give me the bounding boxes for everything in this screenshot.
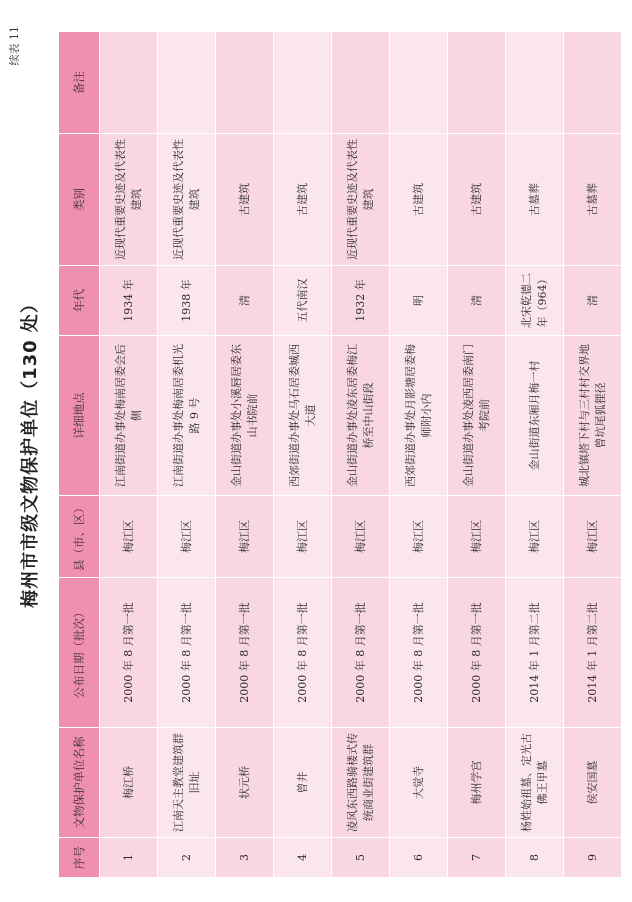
cell-category: 古建筑	[274, 134, 332, 266]
cell-seq: 8	[506, 838, 564, 878]
cell-seq: 9	[564, 838, 622, 878]
cell-category: 古建筑	[390, 134, 448, 266]
cell-date: 2000 年 8 月第一批	[100, 578, 158, 728]
cell-name: 状元桥	[216, 728, 274, 838]
header-name: 文物保护单位名称	[59, 728, 100, 838]
header-date: 公布日期（批次）	[59, 578, 100, 728]
cell-era: 1934 年	[100, 266, 158, 336]
table-row	[158, 32, 216, 878]
cell-location: 西郊街道办事处马石居委城西大道	[274, 336, 332, 496]
table-row	[216, 32, 274, 878]
cell-name: 曾井	[274, 728, 332, 838]
header-era: 年代	[59, 266, 100, 336]
cell-seq: 2	[158, 838, 216, 878]
cell-location: 金山街道办事处凌西居委南门考院前	[448, 336, 506, 496]
table-row	[390, 32, 448, 878]
cell-notes	[506, 32, 564, 134]
cell-era: 1932 年	[332, 266, 390, 336]
table-row	[100, 32, 158, 878]
table-row	[506, 32, 564, 878]
cell-notes	[332, 32, 390, 134]
table-row	[448, 32, 506, 878]
cell-name: 梅州学宫	[448, 728, 506, 838]
cell-date: 2000 年 8 月第一批	[448, 578, 506, 728]
cell-category: 近现代重要史迹及代表性建筑	[158, 134, 216, 266]
cell-era: 1938 年	[158, 266, 216, 336]
header-notes: 备注	[59, 32, 100, 134]
cell-county: 梅江区	[216, 496, 274, 578]
cell-seq: 5	[332, 838, 390, 878]
cell-notes	[158, 32, 216, 134]
cell-era: 五代南汉	[274, 266, 332, 336]
header-location: 详细地点	[59, 336, 100, 496]
page-title: 梅州市市级文物保护单位（130 处）	[20, 294, 41, 608]
cell-seq: 1	[100, 838, 158, 878]
cell-county: 梅江区	[332, 496, 390, 578]
cell-category: 古墓葬	[564, 134, 622, 266]
cell-notes	[448, 32, 506, 134]
cell-era: 北宋乾德二年（964）	[506, 266, 564, 336]
cell-date: 2000 年 8 月第一批	[332, 578, 390, 728]
cell-date: 2000 年 8 月第一批	[274, 578, 332, 728]
cell-notes	[274, 32, 332, 134]
cell-county: 梅江区	[506, 496, 564, 578]
cell-county: 梅江区	[564, 496, 622, 578]
cell-era: 清	[216, 266, 274, 336]
cell-county: 梅江区	[100, 496, 158, 578]
cell-county: 梅江区	[390, 496, 448, 578]
cell-location: 金山街道办事处凌东居委梅江桥至中山街段	[332, 336, 390, 496]
cell-category: 古建筑	[448, 134, 506, 266]
header-seq: 序号	[59, 838, 100, 878]
table-row	[564, 32, 622, 878]
cell-era: 清	[448, 266, 506, 336]
cell-location: 金山街道东厢月梅一村	[506, 336, 564, 496]
cell-seq: 7	[448, 838, 506, 878]
cell-name: 大觉寺	[390, 728, 448, 838]
header-county: 县（市、区）	[59, 496, 100, 578]
header-row	[59, 32, 100, 878]
cell-seq: 3	[216, 838, 274, 878]
header-category: 类别	[59, 134, 100, 266]
cell-notes	[390, 32, 448, 134]
cell-category: 古建筑	[216, 134, 274, 266]
cell-county: 梅江区	[448, 496, 506, 578]
cell-category: 近现代重要史迹及代表性建筑	[100, 134, 158, 266]
cell-location: 江南街道办事处梅南居委会后侧	[100, 336, 158, 496]
cell-category: 古墓葬	[506, 134, 564, 266]
cell-notes	[216, 32, 274, 134]
table-row	[332, 32, 390, 878]
cell-date: 2014 年 1 月第二批	[506, 578, 564, 728]
cell-notes	[564, 32, 622, 134]
cell-name: 梅江桥	[100, 728, 158, 838]
cell-name: 凌风东西路骑楼式传统商业街建筑群	[332, 728, 390, 838]
cell-era: 明	[390, 266, 448, 336]
cell-date: 2000 年 8 月第一批	[216, 578, 274, 728]
cell-county: 梅江区	[274, 496, 332, 578]
cell-date: 2000 年 8 月第一批	[158, 578, 216, 728]
cell-era: 清	[564, 266, 622, 336]
cell-location: 江南街道办事处梅南居委机光路 9 号	[158, 336, 216, 496]
table-row	[274, 32, 332, 878]
cell-name: 杨姓始祖墓、定光古佛王甲墓	[506, 728, 564, 838]
cell-county: 梅江区	[158, 496, 216, 578]
cell-location: 城北镇塔下村与三村村交界地曾坑尾狐狸径	[564, 336, 622, 496]
cell-category: 近现代重要史迹及代表性建筑	[332, 134, 390, 266]
cell-notes	[100, 32, 158, 134]
continued-label: 续表 11	[8, 26, 21, 66]
cell-date: 2000 年 8 月第一批	[390, 578, 448, 728]
cell-name: 侯安国墓	[564, 728, 622, 838]
cell-seq: 6	[390, 838, 448, 878]
cell-date: 2014 年 1 月第二批	[564, 578, 622, 728]
cell-location: 西郊街道办事处月影塘居委梅师附小内	[390, 336, 448, 496]
heritage-table	[58, 31, 622, 878]
cell-name: 江南天主教堂建筑群旧址	[158, 728, 216, 838]
cell-seq: 4	[274, 838, 332, 878]
cell-location: 金山街道办事处小溪唇居委东山书院前	[216, 336, 274, 496]
